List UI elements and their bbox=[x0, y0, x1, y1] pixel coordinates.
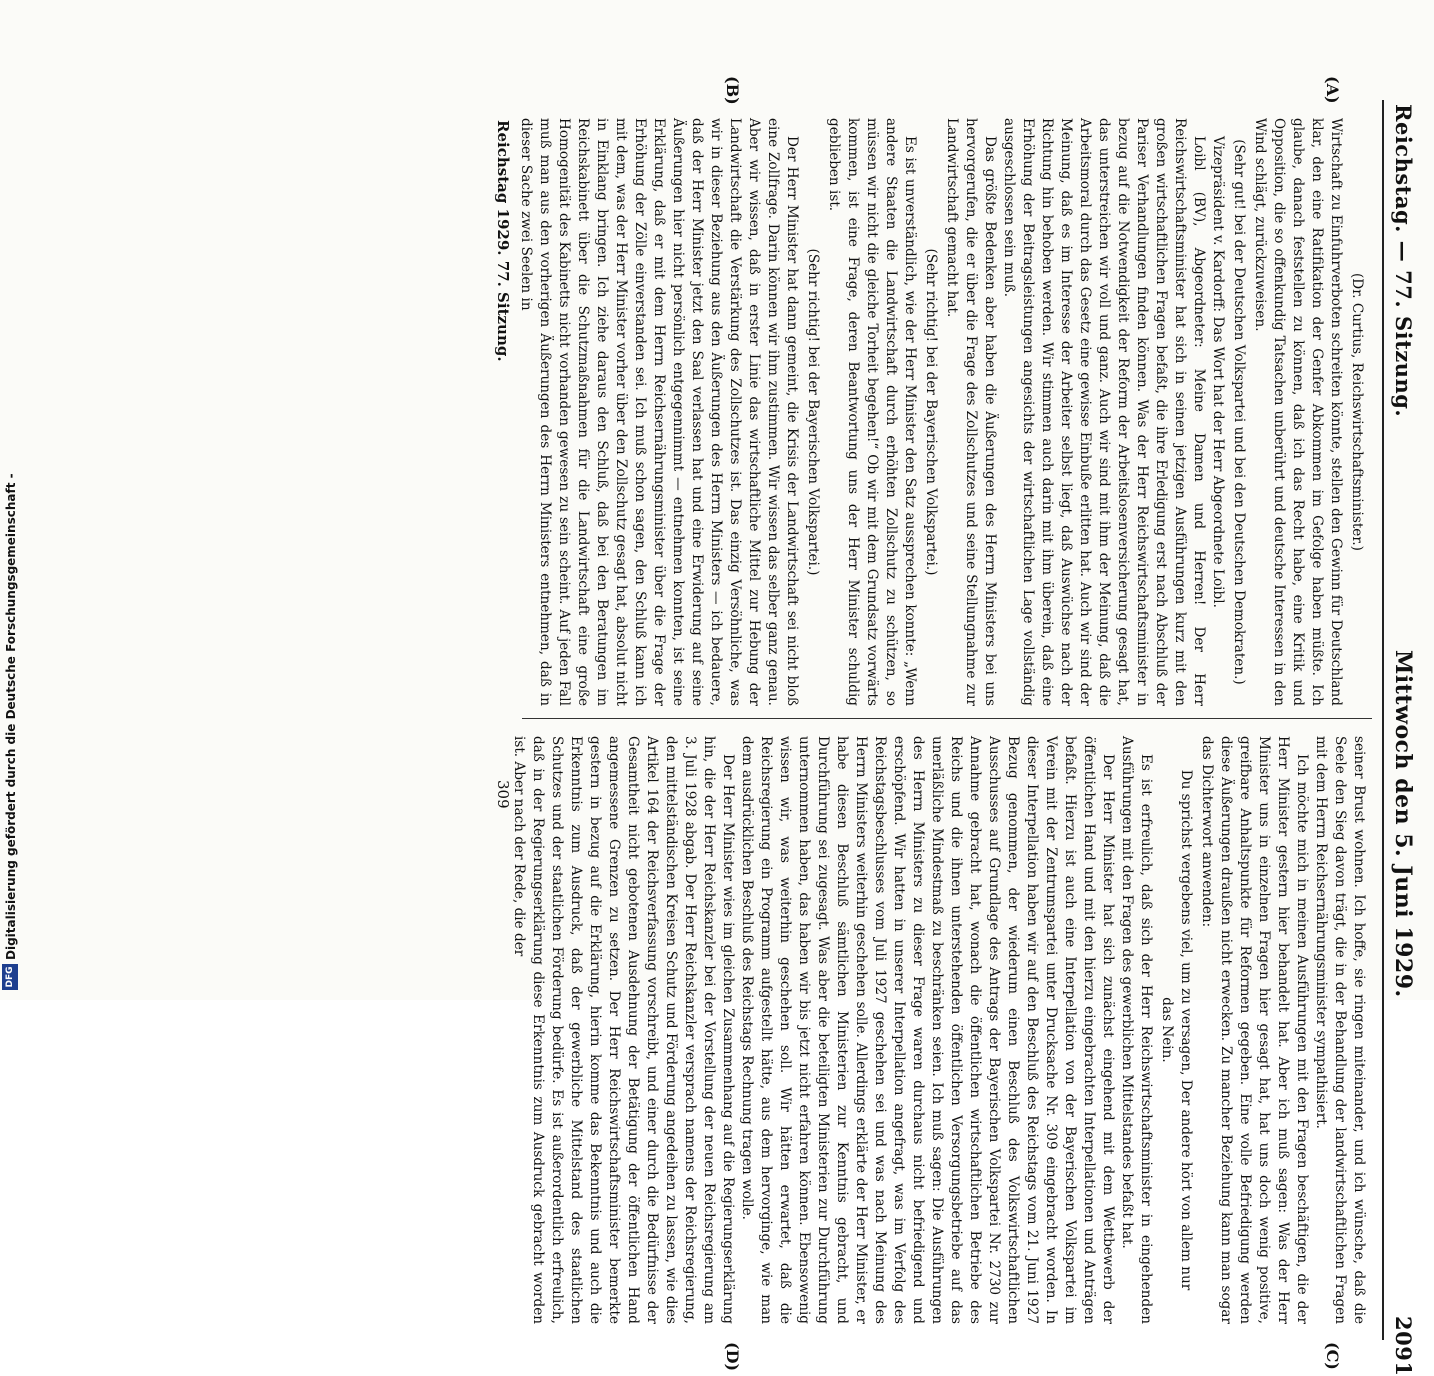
margin-marker-a: (A) bbox=[1323, 76, 1342, 104]
paragraph: Es ist unverständlich, wie der Herr Minister den Satz aussprechen konnte: „Wenn andere Staaten die Landwirtschaft durch erhöhten Zollschutz zu schützen, so müssen wir nicht die gleiche Torheit begehen!“ Ob wir mit dem Grundsatz vorwärts kommen, ist eine Frage, deren Beantwortung uns der Herr Minister schuldig geblieben ist. bbox=[826, 118, 918, 706]
left-text-column bbox=[518, 118, 1368, 706]
paragraph: seiner Brust wohnen. Ich hoffe, sie ringen miteinander, und ich wünsche, daß die Seele den Sieg davon trägt, die in der Behandlung der landwirtschaftlichen Fragen mit dem Herrn Reichsernährungsminister sympathisiert. bbox=[1313, 736, 1367, 1324]
margin-marker-c: (C) bbox=[1323, 1342, 1342, 1370]
quotation: Du sprichst vergebens viel, um zu versagen, Der andere hört von allem nur das Nein. bbox=[1159, 769, 1194, 1291]
header-rule bbox=[1382, 100, 1384, 1340]
interjection: (Sehr richtig! bei der Bayerischen Volkspartei.) bbox=[805, 248, 821, 576]
right-text-column bbox=[511, 736, 1368, 1324]
paragraph: Es ist erfreulich, daß sich der Herr Reichswirtschaftsminister in eingehenden Ausführungen mit den Fragen des gewerblichen Mittelstandes befaßt hat. bbox=[1119, 736, 1154, 1324]
paragraph: Der Herr Minister hat dann gemeint, die Krisis der Landwirtschaft sei nicht bloß eine Zollfrage. Darin können wir ihm zustimmen. Wir wissen das selber ganz genau. Aber wir wissen, daß in erster Linie das wirtschaftliche Mittel zur Hebung der Landwirtschaft die Verstärkung des Zollschutzes ist. Das einzig Versöhnliche, was wir in dieser Beziehung aus den Äußerungen des Herrn Ministers — ich bedauere, daß der Herr Minister jetzt den Saal verlassen hat und eine Erwiderung auf seine Äußerungen hier nicht persönlich entgegennimmt — entnehmen konnten, ist seine Erklärung, daß er mit dem Herrn Reichsernährungsminister über die Frage der Erhöhung der Zölle einverstanden sei. Ich muß schon sagen, den Schluß kann ich mit dem, was der Herr Minister vorher über den Zollschutz gesagt hat, absolut nicht in Einklang bringen. Ich ziehe daraus den Schluß, daß bei den Beratungen im Reichskabinett über die Schutzmaßnahmen für die Landwirtschaft eine große Homogenität des Kabinetts nicht vorhanden gewesen zu sein scheint. Auf jeden Fall muß man aus den vorherigen Äußerungen des Herrn Ministers entnehmen, daß in dieser Sache zwei Seelen in bbox=[518, 118, 800, 706]
margin-marker-b: (B) bbox=[723, 76, 742, 105]
footer-session: Reichstag 1929. 77. Sitzung. bbox=[494, 120, 512, 362]
funding-notice: Digitalisierung gefördert durch die Deutsche Forschungsgemeinschaft - bbox=[4, 473, 18, 960]
header-date: Mittwoch den 5. Juni 1929. bbox=[1390, 650, 1416, 998]
header-session-title: Reichstag. — 77. Sitzung. bbox=[1391, 104, 1416, 418]
column-divider bbox=[522, 718, 1372, 719]
interjection: (Sehr gut! bei der Deutschen Volkspartei und bei den Deutschen Demokraten.) bbox=[1231, 139, 1247, 685]
margin-marker-d: (D) bbox=[723, 1342, 742, 1372]
speaker-note: (Dr. Curtius, Reichswirtschaftsminister.) bbox=[1349, 273, 1365, 551]
paragraph: Loibl (BV), Abgeordneter: Meine Damen und Herren! Der Herr Reichswirtschaftsminister hat sich in seinen jetzigen Ausführungen kurz mit den großen wirtschaftlichen Fragen befaßt, die ihre Erledigung erst nach Abschluß der Pariser Verhandlungen finden können. Was der Herr Reichswirtschaftsminister in bezug auf die Notwendigkeit der Reform der Arbeitslosenversicherung gesagt hat, das unterstreichen wir voll und ganz. Auch wir sind mit ihm der Meinung, daß die Arbeitsmoral durch das Gesetz eine gewisse Einbuße erlitten hat. Auch wir sind der Meinung, daß es im Interesse der Arbeiter selbst liegt, daß Auswüchse nach der Richtung hin behoben werden. Wir stimmen auch darin mit ihm überein, daß eine Erhöhung der Beitragsleistungen angesichts der wirtschaftlichen Lage vollständig ausgeschlossen sein muß. bbox=[1001, 118, 1207, 706]
header-page-number: 2091 bbox=[1391, 1316, 1416, 1376]
paragraph: Das größte Bedenken aber haben die Äußerungen des Herrn Ministers bei uns hervorgerufen, die er über die Frage des Zollschutzes und seine Stellungnahme zur Landwirtschaft gemacht hat. bbox=[944, 118, 998, 706]
paragraph: Der Herr Minister hat sich zunächst eingehend mit dem Wettbewerb der öffentlichen Hand und mit den hierzu eingebrachten Interpellationen und Anträgen befaßt. Hierzu ist auch eine Interpellation von der Bayerischen Volkspartei im Verein mit der Zentrumspartei unter Drucksache Nr. 309 eingebracht worden. In dieser Interpellation haben wir auf den Beschluß des Reichstags vom 21. Juni 1927 Bezug genommen, der wiederum einen Beschluß des Volkswirtschaftlichen Ausschusses auf Grundlage des Antrags der Bayerischen Volkspartei Nr. 2730 zur Annahme gebracht hat, wonach die öffentlichen wirtschaftlichen Betriebe des Reichs und die ihnen unterstehenden öffentlichen Versorgungsbetriebe auf das unerläßliche Mindestmaß zu beschränken seien. Ich muß sagen: Die Ausführungen des Herrn Ministers zu dieser Frage waren durchaus nicht befriedigend und erschöpfend. Wir hatten in unserer Interpellation angefragt, was im Verfolg des Reichstagsbeschlusses vom Juli 1927 geschehen sei und was nach Meinung des Herrn Ministers weiterhin geschehen solle. Allerdings erklärte der Herr Minister, er habe diesen Beschluß sämtlichen Ministerien zur Kenntnis gebracht, und Durchführung sei zugesagt. Was aber die beteiligten Ministerien zur Durchführung unternommen haben, das haben wir bis jetzt nicht erfahren können. Ebensowenig wissen wir, was weiterhin geschehen soll. Wir hätten erwartet, daß die Reichsregierung ein Programm aufgestellt hätte, aus dem hervorginge, wie man dem ausdrücklichen Beschluß des Reichstags Rechnung tragen wolle. bbox=[739, 736, 1116, 1324]
paragraph: Der Herr Minister wies im gleichen Zusammenhang auf die Regierungserklärung hin, die der Herr Reichskanzler bei der Vorstellung der neuen Reichsregierung am 3. Juli 1928 abgab. Der Herr Reichskanzler versprach namens der Reichsregierung, den mittelständischen Kreisen Schutz und Förderung angedeihen zu lassen, wie dies Artikel 164 der Reichsverfassung vorschreibt, und einer durch die Bedürfnisse der Gesamtheit nicht gebotenen Ausdehnung der Betätigung der öffentlichen Hand angemessene Grenzen zu setzen. Der Herr Reichswirtschaftsminister bemerkte gestern in bezug auf die Erklärung, hierin komme das Bekenntnis und auch die Erkenntnis zum Ausdruck, daß der gewerbliche Mittelstand des staatlichen Schutzes und der staatlichen Förderung bedürfe. Es ist außerordentlich erfreulich, daß in der Regierungserklärung diese Erkenntnis zum Ausdruck gebracht worden ist. Aber nach der Rede, die der bbox=[511, 736, 736, 1324]
paragraph: Wirtschaft zu Einfuhrverboten schreiten könnte, stellen den Gewinn für Deutschland klar, den eine Ratifikation der Genfer Abkommen im Gefolge haben müßte. Ich glaube, danach feststellen zu können, daß ich das Recht habe, eine Kritik und Opposition, die so offenkundig Tatsachen unberührt und deutsche Interessen in den Wind schlägt, zurückzuweisen. bbox=[1252, 118, 1344, 706]
dfg-logo: DFG bbox=[2, 964, 18, 990]
footer-page-number: 309 bbox=[494, 780, 512, 809]
interjection: (Sehr richtig! bei der Bayerischen Volkspartei.) bbox=[923, 248, 939, 576]
funding-sidebar bbox=[0, 0, 24, 1000]
paragraph: Ich möchte mich in meinen Ausführungen mit den Fragen beschäftigen, die der Herr Minister gestern hier behandelt hat. Aber ich muß sagen: Was der Herr Minister uns in einzelnen Fragen hier gesagt hat, hat uns doch wenig positive, greifbare Anhaltspunkte für Reformen gegeben. Eine volle Befriedigung werden diese Äußerungen draußen nicht erwecken. Zu mancher Beziehung kann man sogar das Dichterwort anwenden: bbox=[1199, 736, 1310, 1324]
paragraph: Vizepräsident v. Kardorff: Das Wort hat der Herr Abgeordnete Loibl. bbox=[1210, 136, 1226, 608]
